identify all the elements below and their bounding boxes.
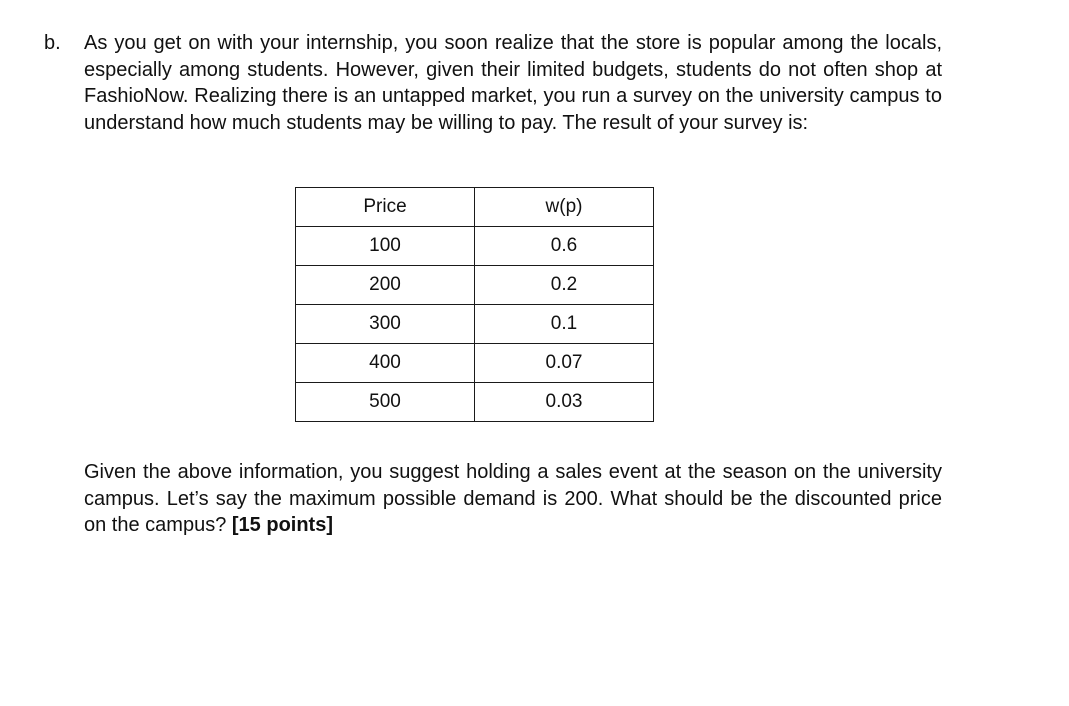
points-label: [15 points] [231,514,334,536]
table-row [296,266,654,305]
cell-price: 200 [296,266,475,305]
cell-wp: 0.03 [475,383,654,422]
question-label: b. [44,32,61,54]
cell-price: 300 [296,305,475,344]
table-row [296,344,654,383]
cell-wp: 0.1 [475,305,654,344]
cell-price: 400 [296,344,475,383]
table-row [296,227,654,266]
table-header-row [296,188,654,227]
cell-wp: 0.2 [475,266,654,305]
survey-table [295,187,654,422]
followup-text: Given the above information, you suggest holding a sales event at the season on the university campus. Let’s say the maximum possible demand is 200. What should be the discounted price on the campus? [84,461,942,536]
header-price: Price [296,188,475,227]
table-row [296,305,654,344]
cell-wp: 0.6 [475,227,654,266]
cell-price: 100 [296,227,475,266]
question-intro: As you get on with your internship, you soon realize that the store is popular among the locals, especially among students. However, given their limited budgets, students do not often shop at FashioNow. Realizing there is an untapped market, you run a survey on the university campus to understand how much students may be willing to pay. The result of your survey is: [84,32,942,134]
followup-question [84,459,942,539]
header-wp: w(p) [475,188,654,227]
table-row [296,383,654,422]
cell-price: 500 [296,383,475,422]
cell-wp: 0.07 [475,344,654,383]
